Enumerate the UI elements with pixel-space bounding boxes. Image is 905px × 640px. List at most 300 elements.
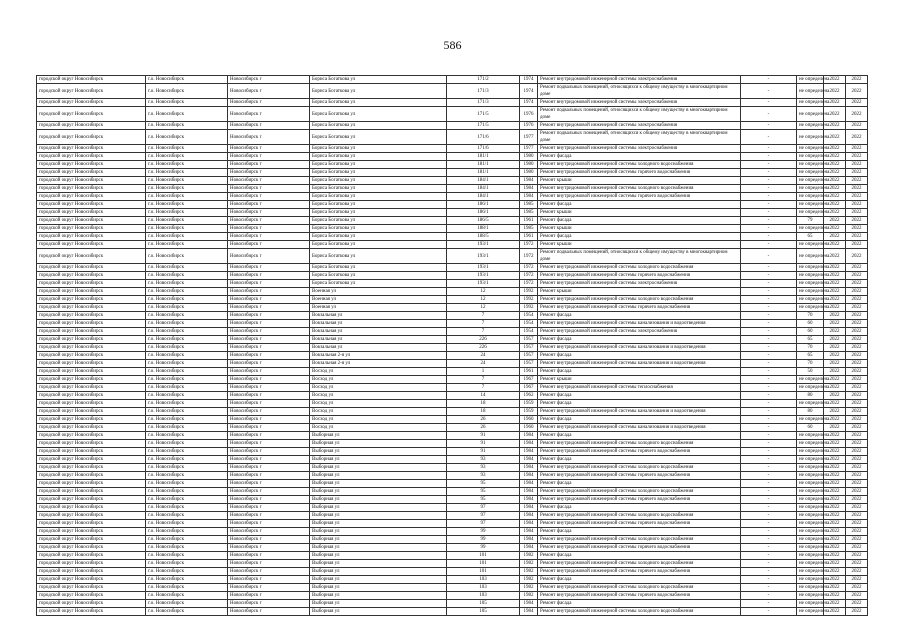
start-year-cell: 2022 (824, 384, 846, 392)
work-type-cell: Ремонт крыши (538, 241, 741, 249)
cost-cell: не определена (797, 504, 824, 512)
municipality-cell: городской округ Новосибирск (37, 424, 146, 432)
city-cell: Новосибирск г (228, 272, 310, 280)
table-row (37, 608, 868, 616)
cost-cell: 70 (797, 344, 824, 352)
municipality-cell: городской округ Новосибирск (37, 568, 146, 576)
end-year-cell: 2022 (846, 384, 868, 392)
dash-cell: - (741, 241, 797, 249)
work-type-cell: Ремонт внутридомовой инженерной системы холодного водоснабжения (538, 185, 741, 193)
city-cell: Новосибирск г (228, 368, 310, 376)
street-cell: Бориса Богаткова ул (310, 76, 447, 84)
city-cell: Новосибирск г (228, 456, 310, 464)
municipality-cell: городской округ Новосибирск (37, 344, 146, 352)
table-row (37, 122, 868, 130)
work-type-cell: Ремонт внутридомовой инженерной системы горячего водоснабжения (538, 169, 741, 177)
cost-cell: 70 (797, 360, 824, 368)
street-cell: Вокзальная 2-я ул (310, 360, 447, 368)
end-year-cell: 2022 (846, 225, 868, 233)
build-year-cell: 1972 (520, 241, 538, 249)
work-type-cell: Ремонт внутридомовой инженерной системы электроснабжения (538, 280, 741, 288)
work-type-cell: Ремонт фасада (538, 456, 741, 464)
house-number-cell: 101 (447, 552, 520, 560)
start-year-cell: 2022 (824, 241, 846, 249)
house-number-cell: 91 (447, 432, 520, 440)
house-number-cell: 186/1 (447, 201, 520, 209)
cost-cell: 80 (797, 392, 824, 400)
table-row (37, 368, 868, 376)
start-year-cell: 2022 (824, 432, 846, 440)
house-number-cell: 26 (447, 416, 520, 424)
city-cell: Новосибирск г (228, 608, 310, 616)
table-row (37, 384, 868, 392)
settlement-cell: г.о. Новосибирск (146, 416, 228, 424)
settlement-cell: г.о. Новосибирск (146, 360, 228, 368)
house-number-cell: 7 (447, 312, 520, 320)
start-year-cell: 2022 (824, 440, 846, 448)
table-row (37, 145, 868, 153)
city-cell: Новосибирск г (228, 225, 310, 233)
house-number-cell: 171/3 (447, 84, 520, 99)
table-row (37, 304, 868, 312)
municipality-cell: городской округ Новосибирск (37, 576, 146, 584)
city-cell: Новосибирск г (228, 145, 310, 153)
city-cell: Новосибирск г (228, 560, 310, 568)
settlement-cell: г.о. Новосибирск (146, 153, 228, 161)
city-cell: Новосибирск г (228, 424, 310, 432)
city-cell: Новосибирск г (228, 336, 310, 344)
work-type-cell: Ремонт крыши (538, 177, 741, 185)
build-year-cell: 1984 (520, 608, 538, 616)
city-cell: Новосибирск г (228, 488, 310, 496)
street-cell: Бориса Богаткова ул (310, 122, 447, 130)
start-year-cell: 2022 (824, 320, 846, 328)
municipality-cell: городской округ Новосибирск (37, 312, 146, 320)
table-row (37, 177, 868, 185)
cost-cell: не определена (797, 288, 824, 296)
city-cell: Новосибирск г (228, 376, 310, 384)
dash-cell: - (741, 161, 797, 169)
start-year-cell: 2022 (824, 584, 846, 592)
house-number-cell: 7 (447, 384, 520, 392)
settlement-cell: г.о. Новосибирск (146, 272, 228, 280)
street-cell: Бориса Богаткова ул (310, 249, 447, 264)
build-year-cell: 1984 (520, 512, 538, 520)
settlement-cell: г.о. Новосибирск (146, 296, 228, 304)
end-year-cell: 2022 (846, 84, 868, 99)
work-type-cell: Ремонт фасада (538, 392, 741, 400)
work-type-cell: Ремонт фасада (538, 312, 741, 320)
street-cell: Бориса Богаткова ул (310, 153, 447, 161)
end-year-cell: 2022 (846, 122, 868, 130)
cost-cell: не определена (797, 592, 824, 600)
table-row (37, 201, 868, 209)
settlement-cell: г.о. Новосибирск (146, 185, 228, 193)
table-row (37, 130, 868, 145)
municipality-cell: городской округ Новосибирск (37, 193, 146, 201)
build-year-cell: 1984 (520, 456, 538, 464)
cost-cell: не определена (797, 568, 824, 576)
end-year-cell: 2022 (846, 296, 868, 304)
municipality-cell: городской округ Новосибирск (37, 209, 146, 217)
house-number-cell: 193/1 (447, 280, 520, 288)
table-row (37, 153, 868, 161)
end-year-cell: 2022 (846, 528, 868, 536)
work-type-cell: Ремонт внутридомовой инженерной системы холодного водоснабжения (538, 161, 741, 169)
page-number: 586 (443, 38, 462, 52)
dash-cell: - (741, 408, 797, 416)
dash-cell: - (741, 217, 797, 225)
street-cell: Выборная ул (310, 504, 447, 512)
municipality-cell: городской округ Новосибирск (37, 464, 146, 472)
dash-cell: - (741, 344, 797, 352)
cost-cell: не определена (797, 376, 824, 384)
street-cell: Выборная ул (310, 496, 447, 504)
table-row (37, 528, 868, 536)
dash-cell: - (741, 608, 797, 616)
end-year-cell: 2022 (846, 512, 868, 520)
work-type-cell: Ремонт внутридомовой инженерной системы горячего водоснабжения (538, 272, 741, 280)
city-cell: Новосибирск г (228, 76, 310, 84)
end-year-cell: 2022 (846, 107, 868, 122)
table-row (37, 600, 868, 608)
work-type-cell: Ремонт внутридомовой инженерной системы электроснабжения (538, 99, 741, 107)
municipality-cell: городской округ Новосибирск (37, 272, 146, 280)
work-type-cell: Ремонт внутридомовой инженерной системы канализования и водоотведения (538, 344, 741, 352)
work-type-cell: Ремонт фасада (538, 368, 741, 376)
start-year-cell: 2022 (824, 312, 846, 320)
municipality-cell: городской округ Новосибирск (37, 584, 146, 592)
end-year-cell: 2022 (846, 416, 868, 424)
settlement-cell: г.о. Новосибирск (146, 249, 228, 264)
work-type-cell: Ремонт подвальных помещений, относящихся к общему имуществу в многоквартирном доме (538, 249, 741, 264)
cost-cell: не определена (797, 209, 824, 217)
work-type-cell: Ремонт крыши (538, 288, 741, 296)
end-year-cell: 2022 (846, 432, 868, 440)
settlement-cell: г.о. Новосибирск (146, 76, 228, 84)
build-year-cell: 1984 (520, 185, 538, 193)
start-year-cell: 2022 (824, 233, 846, 241)
house-number-cell: 171/5 (447, 107, 520, 122)
start-year-cell: 2022 (824, 145, 846, 153)
cost-cell: 60 (797, 424, 824, 432)
cost-cell: не определена (797, 480, 824, 488)
end-year-cell: 2022 (846, 280, 868, 288)
work-type-cell: Ремонт внутридомовой инженерной системы электроснабжения (538, 122, 741, 130)
municipality-cell: городской округ Новосибирск (37, 249, 146, 264)
settlement-cell: г.о. Новосибирск (146, 225, 228, 233)
dash-cell: - (741, 225, 797, 233)
cost-cell: не определена (797, 456, 824, 464)
settlement-cell: г.о. Новосибирск (146, 552, 228, 560)
street-cell: Восход ул (310, 392, 447, 400)
table-row (37, 408, 868, 416)
municipality-cell: городской округ Новосибирск (37, 99, 146, 107)
start-year-cell: 2022 (824, 122, 846, 130)
table-row (37, 288, 868, 296)
municipality-cell: городской округ Новосибирск (37, 456, 146, 464)
cost-cell: не определена (797, 464, 824, 472)
house-number-cell: 99 (447, 528, 520, 536)
house-number-cell: 97 (447, 512, 520, 520)
end-year-cell: 2022 (846, 376, 868, 384)
work-type-cell: Ремонт фасада (538, 400, 741, 408)
table-row (37, 233, 868, 241)
build-year-cell: 1977 (520, 130, 538, 145)
work-type-cell: Ремонт внутридомовой инженерной системы холодного водоснабжения (538, 584, 741, 592)
dash-cell: - (741, 99, 797, 107)
municipality-cell: городской округ Новосибирск (37, 280, 146, 288)
settlement-cell: г.о. Новосибирск (146, 241, 228, 249)
house-number-cell: 193/1 (447, 264, 520, 272)
street-cell: Восход ул (310, 424, 447, 432)
table-row (37, 328, 868, 336)
dash-cell: - (741, 504, 797, 512)
build-year-cell: 1954 (520, 320, 538, 328)
house-number-cell: 97 (447, 520, 520, 528)
settlement-cell: г.о. Новосибирск (146, 568, 228, 576)
cost-cell: не определена (797, 488, 824, 496)
end-year-cell: 2022 (846, 217, 868, 225)
dash-cell: - (741, 264, 797, 272)
city-cell: Новосибирск г (228, 209, 310, 217)
city-cell: Новосибирск г (228, 296, 310, 304)
city-cell: Новосибирск г (228, 304, 310, 312)
house-number-cell: 24 (447, 352, 520, 360)
cost-cell: не определена (797, 185, 824, 193)
build-year-cell: 1984 (520, 544, 538, 552)
cost-cell: 65 (797, 233, 824, 241)
house-number-cell: 193/1 (447, 249, 520, 264)
city-cell: Новосибирск г (228, 130, 310, 145)
street-cell: Выборная ул (310, 432, 447, 440)
house-number-cell: 99 (447, 544, 520, 552)
cost-cell: не определена (797, 225, 824, 233)
build-year-cell: 1984 (520, 488, 538, 496)
city-cell: Новосибирск г (228, 107, 310, 122)
table-row (37, 568, 868, 576)
street-cell: Бориса Богаткова ул (310, 280, 447, 288)
work-type-cell: Ремонт фасада (538, 432, 741, 440)
settlement-cell: г.о. Новосибирск (146, 400, 228, 408)
table-row (37, 161, 868, 169)
settlement-cell: г.о. Новосибирск (146, 504, 228, 512)
table-row (37, 512, 868, 520)
dash-cell: - (741, 520, 797, 528)
build-year-cell: 1961 (520, 233, 538, 241)
table-row (37, 424, 868, 432)
street-cell: Выборная ул (310, 472, 447, 480)
street-cell: Бориса Богаткова ул (310, 161, 447, 169)
house-number-cell: 186/1 (447, 209, 520, 217)
build-year-cell: 1957 (520, 352, 538, 360)
street-cell: Вокзальная ул (310, 344, 447, 352)
end-year-cell: 2022 (846, 312, 868, 320)
table-row (37, 552, 868, 560)
municipality-cell: городской округ Новосибирск (37, 376, 146, 384)
table-row (37, 193, 868, 201)
cost-cell: 65 (797, 336, 824, 344)
start-year-cell: 2022 (824, 600, 846, 608)
build-year-cell: 1984 (520, 480, 538, 488)
table-body (37, 76, 868, 616)
city-cell: Новосибирск г (228, 512, 310, 520)
cost-cell: не определена (797, 122, 824, 130)
build-year-cell: 1982 (520, 592, 538, 600)
start-year-cell: 2022 (824, 352, 846, 360)
municipality-cell: городской округ Новосибирск (37, 520, 146, 528)
cost-cell: не определена (797, 145, 824, 153)
cost-cell: не определена (797, 153, 824, 161)
street-cell: Восход ул (310, 368, 447, 376)
settlement-cell: г.о. Новосибирск (146, 344, 228, 352)
dash-cell: - (741, 249, 797, 264)
street-cell: Выборная ул (310, 584, 447, 592)
end-year-cell: 2022 (846, 320, 868, 328)
municipality-cell: городской округ Новосибирск (37, 304, 146, 312)
street-cell: Восход ул (310, 408, 447, 416)
start-year-cell: 2022 (824, 161, 846, 169)
end-year-cell: 2022 (846, 336, 868, 344)
municipality-cell: городской округ Новосибирск (37, 472, 146, 480)
city-cell: Новосибирск г (228, 392, 310, 400)
municipality-cell: городской округ Новосибирск (37, 185, 146, 193)
end-year-cell: 2022 (846, 576, 868, 584)
street-cell: Вокзальная ул (310, 328, 447, 336)
settlement-cell: г.о. Новосибирск (146, 122, 228, 130)
work-type-cell: Ремонт крыши (538, 376, 741, 384)
municipality-cell: городской округ Новосибирск (37, 130, 146, 145)
city-cell: Новосибирск г (228, 504, 310, 512)
house-number-cell: 24 (447, 360, 520, 368)
settlement-cell: г.о. Новосибирск (146, 496, 228, 504)
end-year-cell: 2022 (846, 344, 868, 352)
municipality-cell: городской округ Новосибирск (37, 161, 146, 169)
settlement-cell: г.о. Новосибирск (146, 304, 228, 312)
dash-cell: - (741, 272, 797, 280)
settlement-cell: г.о. Новосибирск (146, 169, 228, 177)
street-cell: Вокзальная ул (310, 312, 447, 320)
work-type-cell: Ремонт фасада (538, 153, 741, 161)
house-number-cell: 171/6 (447, 145, 520, 153)
dash-cell: - (741, 472, 797, 480)
table-row (37, 336, 868, 344)
build-year-cell: 1992 (520, 304, 538, 312)
municipality-cell: городской округ Новосибирск (37, 225, 146, 233)
city-cell: Новосибирск г (228, 185, 310, 193)
settlement-cell: г.о. Новосибирск (146, 312, 228, 320)
work-type-cell: Ремонт внутридомовой инженерной системы канализования и водоотведения (538, 320, 741, 328)
dash-cell: - (741, 568, 797, 576)
municipality-cell: городской округ Новосибирск (37, 328, 146, 336)
start-year-cell: 2022 (824, 456, 846, 464)
city-cell: Новосибирск г (228, 169, 310, 177)
dash-cell: - (741, 384, 797, 392)
house-number-cell: 99 (447, 536, 520, 544)
work-type-cell: Ремонт внутридомовой инженерной системы холодного водоснабжения (538, 440, 741, 448)
end-year-cell: 2022 (846, 400, 868, 408)
build-year-cell: 1984 (520, 536, 538, 544)
city-cell: Новосибирск г (228, 161, 310, 169)
build-year-cell: 1961 (520, 368, 538, 376)
municipality-cell: городской округ Новосибирск (37, 544, 146, 552)
house-number-cell: 7 (447, 320, 520, 328)
dash-cell: - (741, 177, 797, 185)
dash-cell: - (741, 328, 797, 336)
end-year-cell: 2022 (846, 592, 868, 600)
cost-cell: не определена (797, 161, 824, 169)
city-cell: Новосибирск г (228, 416, 310, 424)
table-row (37, 185, 868, 193)
dash-cell: - (741, 560, 797, 568)
municipality-cell: городской округ Новосибирск (37, 288, 146, 296)
settlement-cell: г.о. Новосибирск (146, 209, 228, 217)
settlement-cell: г.о. Новосибирск (146, 424, 228, 432)
start-year-cell: 2022 (824, 185, 846, 193)
start-year-cell: 2022 (824, 552, 846, 560)
work-type-cell: Ремонт внутридомовой инженерной системы горячего водоснабжения (538, 520, 741, 528)
cost-cell: 80 (797, 408, 824, 416)
city-cell: Новосибирск г (228, 496, 310, 504)
house-number-cell: 171/3 (447, 99, 520, 107)
street-cell: Вокзальная ул (310, 336, 447, 344)
work-type-cell: Ремонт фасада (538, 416, 741, 424)
settlement-cell: г.о. Новосибирск (146, 392, 228, 400)
dash-cell: - (741, 440, 797, 448)
house-number-cell: 171/6 (447, 130, 520, 145)
settlement-cell: г.о. Новосибирск (146, 464, 228, 472)
end-year-cell: 2022 (846, 608, 868, 616)
city-cell: Новосибирск г (228, 464, 310, 472)
dash-cell: - (741, 528, 797, 536)
street-cell: Бориса Богаткова ул (310, 217, 447, 225)
city-cell: Новосибирск г (228, 400, 310, 408)
street-cell: Выборная ул (310, 512, 447, 520)
table-row (37, 416, 868, 424)
dash-cell: - (741, 432, 797, 440)
house-number-cell: 171/2 (447, 76, 520, 84)
end-year-cell: 2022 (846, 201, 868, 209)
dash-cell: - (741, 424, 797, 432)
house-number-cell: 95 (447, 496, 520, 504)
settlement-cell: г.о. Новосибирск (146, 177, 228, 185)
work-type-cell: Ремонт внутридомовой инженерной системы электроснабжения (538, 76, 741, 84)
start-year-cell: 2022 (824, 296, 846, 304)
settlement-cell: г.о. Новосибирск (146, 440, 228, 448)
municipality-cell: городской округ Новосибирск (37, 217, 146, 225)
house-number-cell: 105 (447, 600, 520, 608)
table-row (37, 209, 868, 217)
city-cell: Новосибирск г (228, 233, 310, 241)
municipality-cell: городской округ Новосибирск (37, 201, 146, 209)
house-number-cell: 103 (447, 576, 520, 584)
table-row (37, 84, 868, 99)
end-year-cell: 2022 (846, 456, 868, 464)
build-year-cell: 1974 (520, 76, 538, 84)
municipality-cell: городской округ Новосибирск (37, 488, 146, 496)
cost-cell: не определена (797, 169, 824, 177)
build-year-cell: 1980 (520, 153, 538, 161)
dash-cell: - (741, 280, 797, 288)
build-year-cell: 1960 (520, 424, 538, 432)
build-year-cell: 1984 (520, 600, 538, 608)
settlement-cell: г.о. Новосибирск (146, 512, 228, 520)
table-row (37, 496, 868, 504)
end-year-cell: 2022 (846, 568, 868, 576)
end-year-cell: 2022 (846, 76, 868, 84)
cost-cell: не определена (797, 608, 824, 616)
end-year-cell: 2022 (846, 600, 868, 608)
